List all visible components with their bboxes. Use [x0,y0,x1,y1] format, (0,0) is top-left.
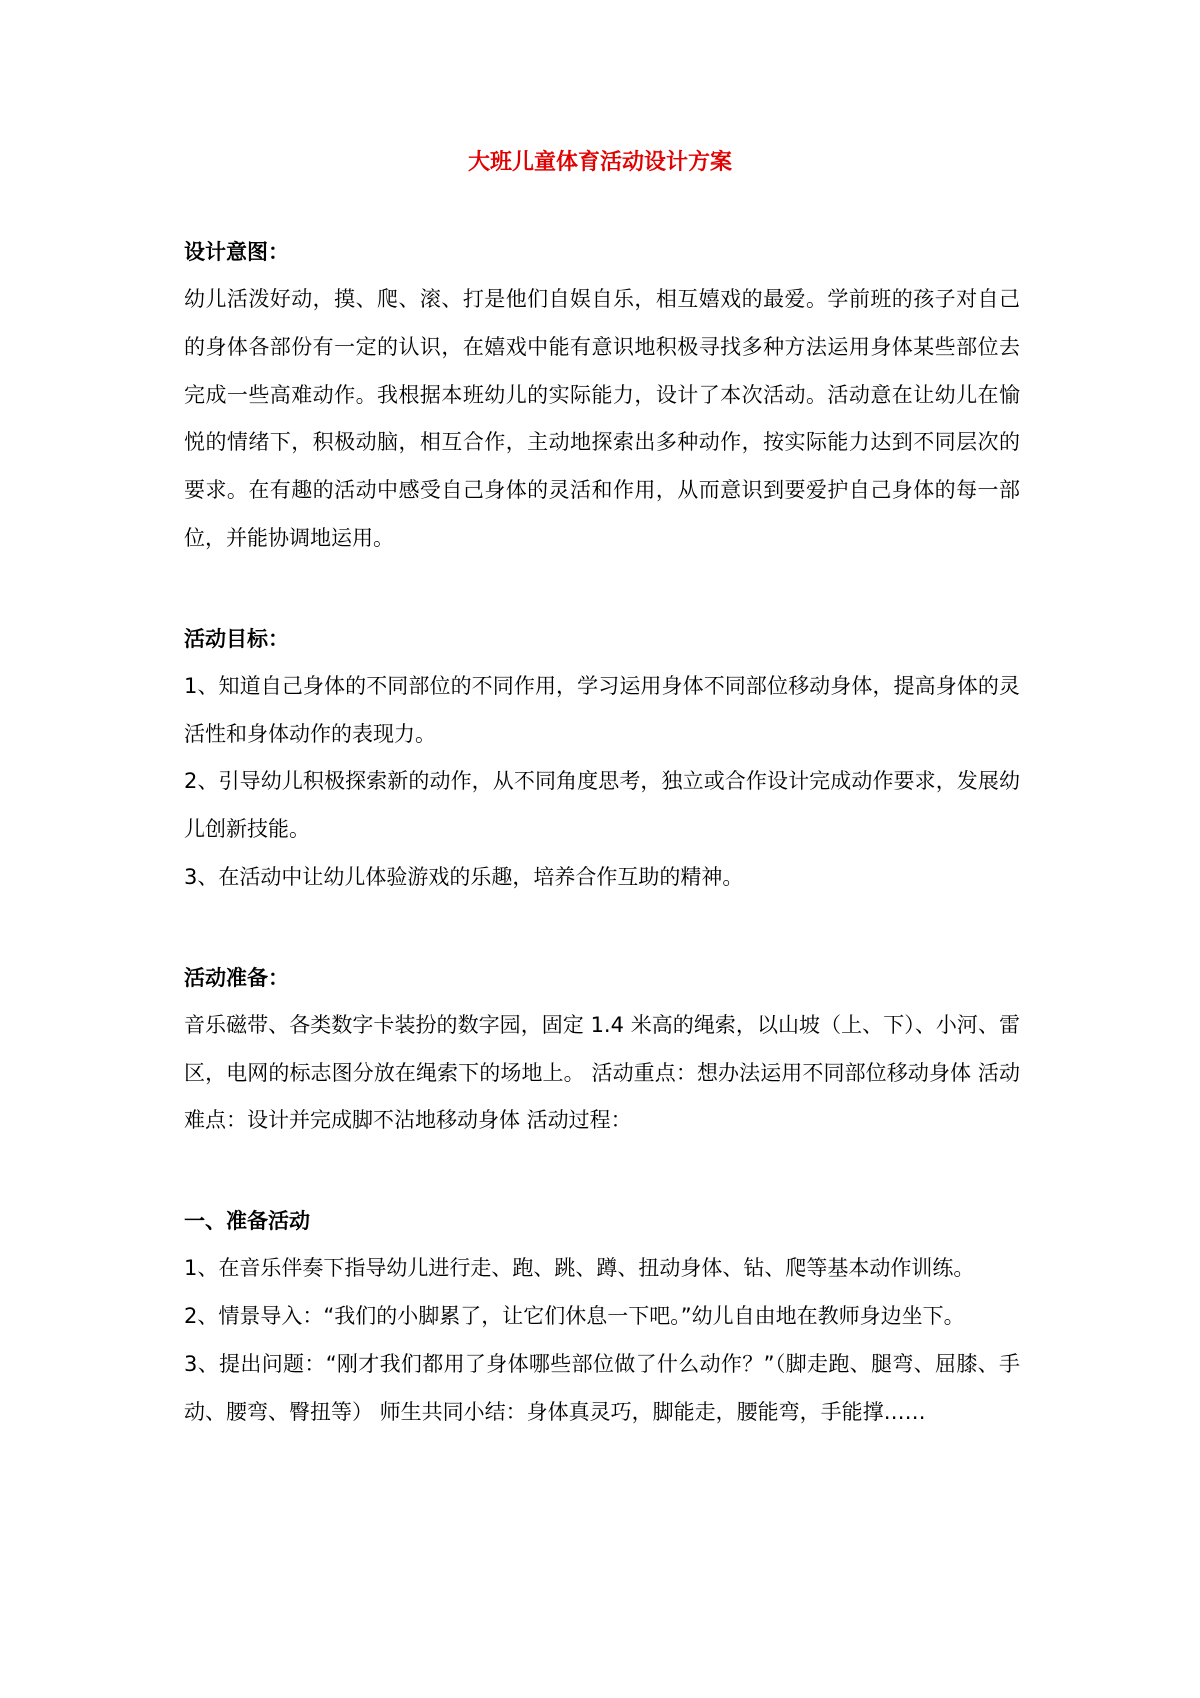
paragraph: 3、提出问题：“刚才我们都用了身体哪些部位做了什么动作？”（脚走跑、腿弯、屈膝、手动、腰弯、臀扭等） 师生共同小结：身体真灵巧，脚能走，腰能弯，手能撑…… [184,1351,1020,1424]
paragraph: 1、在音乐伴奏下指导幼儿进行走、跑、跳、蹲、扭动身体、钻、爬等基本动作训练。 [184,1256,975,1281]
paragraph: 1、知道自己身体的不同部位的不同作用，学习运用身体不同部位移动身体，提高身体的灵活性和身体动作的表现力。 [184,673,1020,746]
spacer [184,902,1020,954]
spacer [184,1145,1020,1197]
paragraph: 幼儿活泼好动，摸、爬、滚、打是他们自娱自乐，相互嬉戏的最爱。学前班的孩子对自己的身体各部份有一定的认识，在嬉戏中能有意识地积极寻找多种方法运用身体某些部位去完成一些高难动作。我根据本班幼儿的实际能力，设计了本次活动。活动意在让幼儿在愉悦的情绪下，积极动脑，相互合作，主动地探索出多种动作，按实际能力达到不同层次的要求。在有趣的活动中感受自己身体的灵活和作用，从而意识到要爱护自己身体的每一部位，并能协调地运用。 [184,287,1020,550]
paragraph: 2、情景导入：“我们的小脚累了，让它们休息一下吧。”幼儿自由地在教师身边坐下。 [184,1303,965,1328]
section-heading-preparation: 活动准备： [184,965,289,990]
paragraph: 3、在活动中让幼儿体验游戏的乐趣，培养合作互助的精神。 [184,864,744,889]
document-body [184,228,1020,1436]
section-heading-intent: 设计意图： [184,240,289,264]
spacer [184,563,1020,615]
section-heading-goals: 活动目标： [184,626,289,651]
section-heading-warmup: 一、准备活动 [184,1209,310,1234]
paragraph: 音乐磁带、各类数字卡装扮的数字园，固定 1.4 米高的绳索，以山坡（上、下）、小河、雷区，电网的标志图分放在绳索下的场地上。 活动重点：想办法运用不同部位移动身体 活动难点：设计并完成脚不沾地移动身体 活动过程： [184,1012,1020,1133]
document-title: 大班儿童体育活动设计方案 [467,150,732,175]
paragraph: 2、引导幼儿积极探索新的动作，从不同角度思考，独立或合作设计完成动作要求，发展幼儿创新技能。 [184,769,1020,842]
